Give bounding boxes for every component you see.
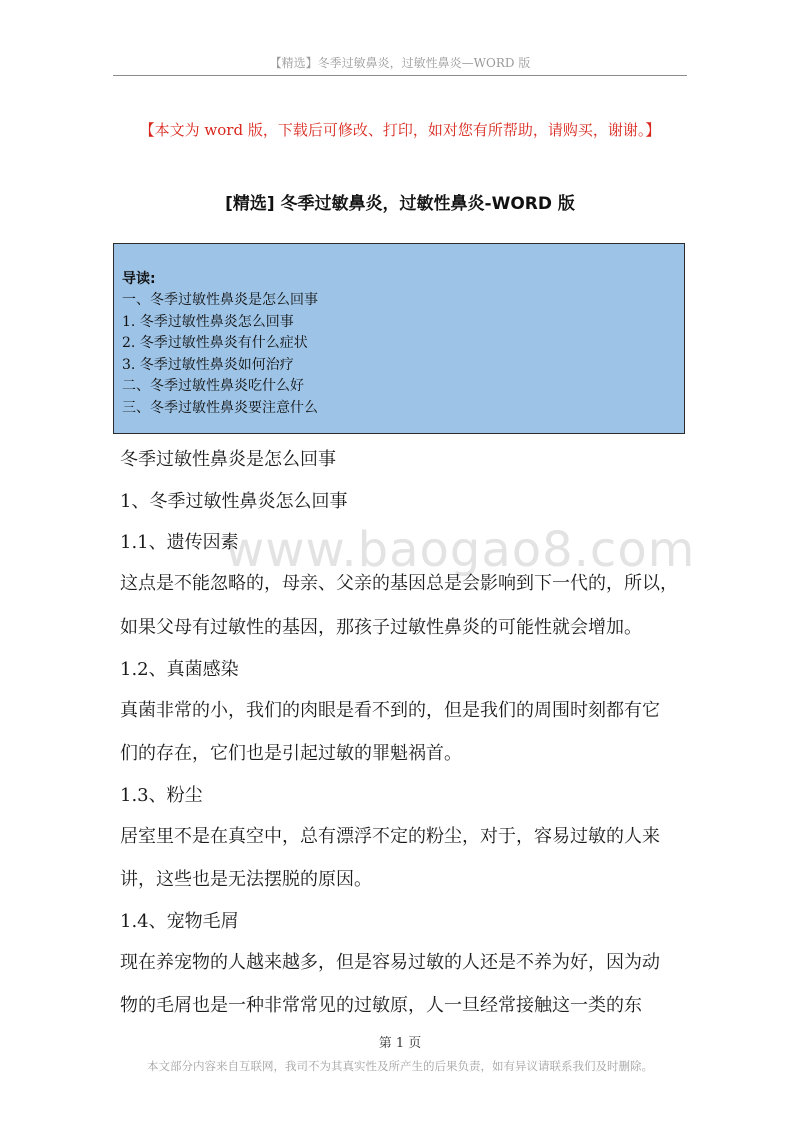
guide-label: 导读: <box>122 271 156 287</box>
paragraph-line: 物的毛屑也是一种非常常见的过敏原，人一旦经常接触这一类的东 <box>120 995 642 1016</box>
guide-item: 一、冬季过敏性鼻炎是怎么回事 <box>122 292 318 308</box>
guide-item: 2. 冬季过敏性鼻炎有什么症状 <box>122 335 308 351</box>
guide-box <box>113 243 685 434</box>
subsection-heading: 1、冬季过敏性鼻炎怎么回事 <box>120 491 348 512</box>
paragraph-line: 真菌非常的小，我们的肉眼是看不到的，但是我们的周围时刻都有它 <box>120 700 660 721</box>
purchase-notice: 【本文为 word 版，下载后可修改、打印，如对您有所帮助，请购买，谢谢。】 <box>139 121 661 139</box>
document-title: [精选] 冬季过敏鼻炎，过敏性鼻炎-WORD 版 <box>225 194 575 214</box>
subsection-heading: 1.1、遗传因素 <box>120 532 239 553</box>
header-rule <box>113 75 687 76</box>
subsection-heading: 1.4、宠物毛屑 <box>120 911 239 932</box>
paragraph-line: 这点是不能忽略的，母亲、父亲的基因总是会影响到下一代的，所以， <box>120 573 678 594</box>
disclaimer-footer: 本文部分内容来自互联网，我司不为其真实性及所产生的后果负责，如有异议请联系我们及时删除。 <box>147 1059 653 1073</box>
guide-item: 1. 冬季过敏性鼻炎怎么回事 <box>122 313 294 330</box>
page-header: 【精选】冬季过敏鼻炎，过敏性鼻炎—WORD 版 <box>269 56 531 70</box>
subsection-heading: 1.2、真菌感染 <box>120 659 239 680</box>
paragraph-line: 居室里不是在真空中，总有漂浮不定的粉尘，对于，容易过敏的人来 <box>120 826 660 847</box>
guide-item: 二、冬季过敏性鼻炎吃什么好 <box>122 378 304 394</box>
page-number: 第 1 页 <box>378 1036 422 1051</box>
guide-item: 三、冬季过敏性鼻炎要注意什么 <box>122 399 318 416</box>
guide-item: 3. 冬季过敏性鼻炎如何治疗 <box>122 356 294 373</box>
subsection-heading: 1.3、粉尘 <box>120 785 203 806</box>
paragraph-line: 们的存在，它们也是引起过敏的罪魁祸首。 <box>120 743 462 764</box>
paragraph-line: 讲，这些也是无法摆脱的原因。 <box>120 869 372 890</box>
paragraph-line: 现在养宠物的人越来越多，但是容易过敏的人还是不养为好，因为动 <box>120 952 660 973</box>
section-heading: 冬季过敏性鼻炎是怎么回事 <box>120 449 336 470</box>
paragraph-line: 如果父母有过敏性的基因，那孩子过敏性鼻炎的可能性就会增加。 <box>120 617 642 638</box>
watermark: www.baogao8.com <box>225 522 696 578</box>
